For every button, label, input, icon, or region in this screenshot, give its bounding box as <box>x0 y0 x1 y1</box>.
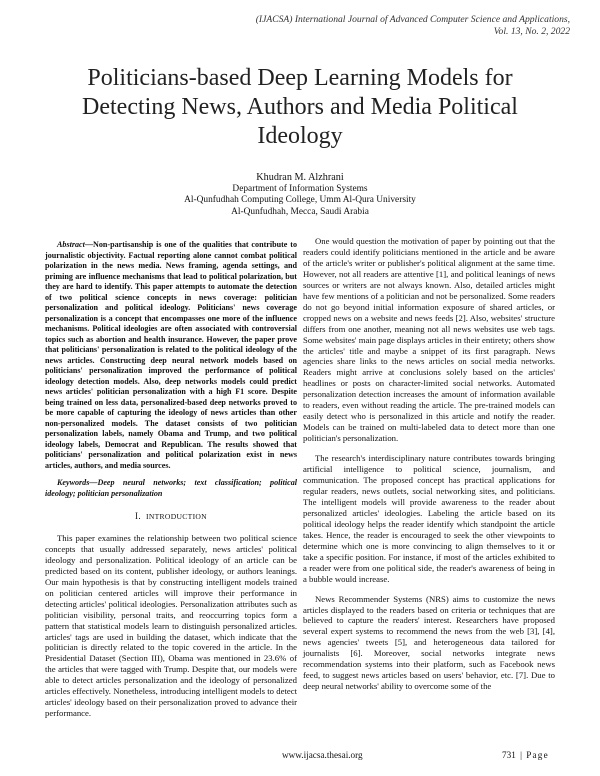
author-block <box>150 172 450 218</box>
left-column <box>45 240 297 728</box>
page-label: Page <box>526 750 549 760</box>
right-column <box>303 236 555 701</box>
page-footer <box>0 750 600 764</box>
page-number-value: 731 <box>502 750 516 760</box>
journal-volume: Vol. 13, No. 2, 2022 <box>493 26 570 37</box>
section-title: INTRODUCTION <box>146 512 207 521</box>
author-location: Al-Qunfudhah, Mecca, Saudi Arabia <box>231 206 369 217</box>
journal-name: (IJACSA) International Journal of Advanced Computer Science and Applications, <box>255 14 570 25</box>
footer-url: www.ijacsa.thesai.org <box>282 750 363 760</box>
paragraph: One would question the motivation of paper by pointing out that the readers could identify politicians mentioned in the article and be aware of the article's writer or publisher's political alignment at the same time. However, not all readers are attentive [1], and political leanings of news sources or writers are not always known. Also, detailed articles might have few mentions of a politician and not be personalized. Some readers do not go beyond initial information exposure of shared articles, or cropped news on a website and news feeds [2]. Also, websites' structure differs from one another, meaning not all news websites use web tags. Some websites' main page displays articles in their entirety; others show the articles' title and maybe a snippet of its first paragraph. News agencies share links to the news articles on social media networks. Readers might arrive at conclusions solely based on the articles' headlines or posts on character-limited social networks. Automated personalization detection increases the amount of information available to readers, even without reading the article. The pre-trained models can easily detect who is personalized in this article and notify the reader. Models can be trained on multi-labeled data to detect more than one politician's personalization. <box>303 236 555 444</box>
author-college: Al-Qunfudhah Computing College, Umm Al-Qura University <box>184 195 416 206</box>
abstract <box>45 240 297 471</box>
paragraph: News Recommender Systems (NRS) aims to customize the news articles displayed to the readers based on criteria or techniques that are believed to capture the readers' interest. Researchers have proposed several expert systems to recommend the news from the web [3], [4], news agencies' tweets [5], and heterogeneous data tailored for journalists [6]. Moreover, social networks integrate news recommendation systems into their platform, such as Facebook news feed, to suggest news articles based on users' behavior, etc. [7]. Due to deep neural networks' ability to overcome some of the <box>303 593 555 692</box>
paper-title: Politicians-based Deep Learning Models for Detecting News, Authors and Media Political Ideology <box>82 65 518 149</box>
keywords: Keywords—Deep neural networks; text classification; political ideology; politician personalization <box>45 478 297 498</box>
author-name: Khudran M. Alzhrani <box>256 172 344 183</box>
section-heading <box>45 511 297 523</box>
section-numeral: I. <box>135 511 141 521</box>
page-number: 731 | Page <box>502 750 549 760</box>
journal-header <box>170 14 570 38</box>
author-department: Department of Information Systems <box>232 183 368 194</box>
paragraph: The research's interdisciplinary nature contributes towards bringing artificial intelligence to political science, journalism, and communication. The proposed concept has practical applications for regular readers, news outlets, social networking sites, and politicians. The intelligent models will provide awareness to the reader about personalized articles' ideologies. Labeling the article based on its political ideology helps the reader identify which standpoint the article takes. Hence, the reader is encouraged to seek the other viewpoints to determine which one is more convincing to align themselves to it or take a specific position. For instance, if most of the articles exhibited to a reader were from one political side, the reader's awareness of being in a bubble would increase. <box>303 453 555 584</box>
abstract-text: —Non-partisanship is one of the qualities that contribute to journalistic objectivity. Factual reporting alone cannot combat political polarization in the news media. News framing, agenda settings, and priming are influence mechanisms that lead to political polarization, but they are hard to identify. This paper attempts to automate the detection of two political science concepts in news coverage: politician personalization and political ideology. Politicians' news coverage personalization is a concept that encompasses one more of the influence mechanisms. Political ideologies are often associated with controversial topics such as abortion and health insurance. However, the paper prove that politicians' personalization is related to the political ideology of the news articles. Constructing deep neural network models based on politicians' personalization improved the performance of political ideology detection models. Also, deep networks models could predict news articles' politician personalization with a high F1 score. Despite being trained on less data, personalized-based deep networks proved to be more capable of capturing the ideology of news articles than other non-personalized models. The dataset consists of two politician personalization labels, namely Obama and Trump, and two political ideology labels, Democrat and Republican. The results showed that politicians' personalization and political polarization exist in news articles, authors, and media sources. <box>45 240 297 470</box>
abstract-lead: Abstract <box>57 240 85 249</box>
paragraph: This paper examines the relationship between two political science concepts that usually addressed separately, news articles' political ideology and personalization. Political ideology of an article can be predicted based on its content, publisher ideology, or authors leanings. Our main hypothesis is that by constructing intelligent models trained on politician centered articles will improve their performance in detecting articles' political ideologies. Personalization attributes such as politician visibility, personal traits, and reoccurring topics form a pattern that statistical models learn to distinguish personalized articles. articles' tags are used in building the dataset, which indicate that the politician is directly related to the topic covered in the article. In the Presidential Dataset (Section III), Obama was mentioned in 23.6% of the articles that were tagged with Trump. Despite that, our models were able to detect articles personalization and the ideology of personalized articles effectively. Nonetheless, introducing intelligent models to detect articles' ideology based on their personalization proved to advance their performance. <box>45 532 297 719</box>
